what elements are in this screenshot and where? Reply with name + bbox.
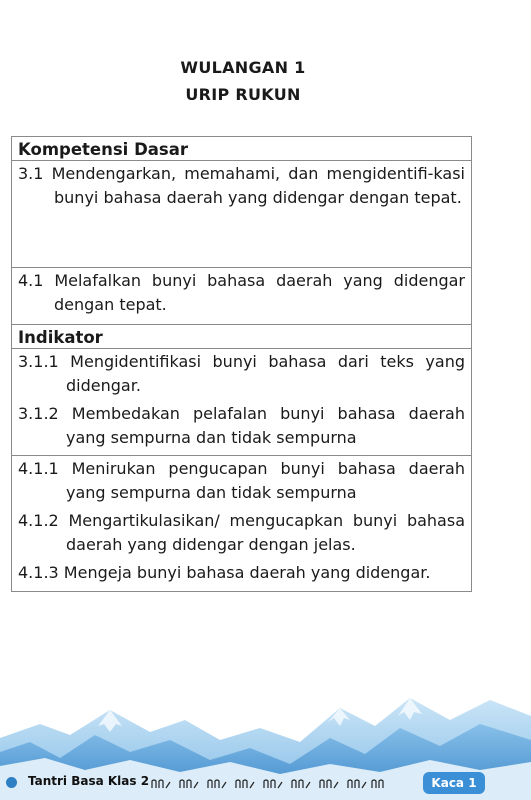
bullet-dot-icon (6, 777, 17, 788)
indikator-3-1-1: 3.1.1 Mengidentifikasi bunyi bahasa dari teks yang didengar. (18, 352, 465, 395)
indikator-3-1-2: 3.1.2 Membedakan pelafalan bunyi bahasa daerah yang sempurna dan tidak sempurna (18, 404, 465, 447)
kompetensi-text-3-1: 3.1 Mendengarkan, memahami, dan mengidentifi-kasi bunyi bahasa daerah yang didengar dengan tepat. (18, 164, 465, 207)
lesson-theme: URIP RUKUN (185, 85, 301, 104)
indikator-heading: Indikator (12, 325, 471, 349)
kompetensi-item-4-1 (12, 268, 471, 325)
indikator-group-3 (12, 349, 471, 456)
competency-table (11, 136, 472, 592)
indikator-4-1-1: 4.1.1 Menirukan pengucapan bunyi bahasa daerah yang sempurna dan tidak sempurna (18, 459, 465, 502)
book-title: Tantri Basa Klas 2 (28, 774, 150, 788)
kompetensi-dasar-heading: Kompetensi Dasar (12, 137, 471, 161)
kompetensi-item-3-1 (12, 161, 471, 268)
indikator-group-4 (12, 456, 471, 585)
indikator-4-1-2: 4.1.2 Mengartikulasikan/ mengucapkan bunyi bahasa daerah yang didengar dengan jelas. (18, 511, 465, 554)
page-heading (0, 54, 486, 108)
indikator-4-1-3: 4.1.3 Mengeja bunyi bahasa daerah yang didengar. (18, 563, 431, 582)
lesson-title: WULANGAN 1 (180, 58, 306, 77)
kompetensi-text-4-1: 4.1 Melafalkan bunyi bahasa daerah yang didengar dengan tepat. (18, 271, 465, 314)
decorative-script-ornament (150, 778, 386, 790)
page-number-badge: Kaca 1 (423, 772, 485, 794)
